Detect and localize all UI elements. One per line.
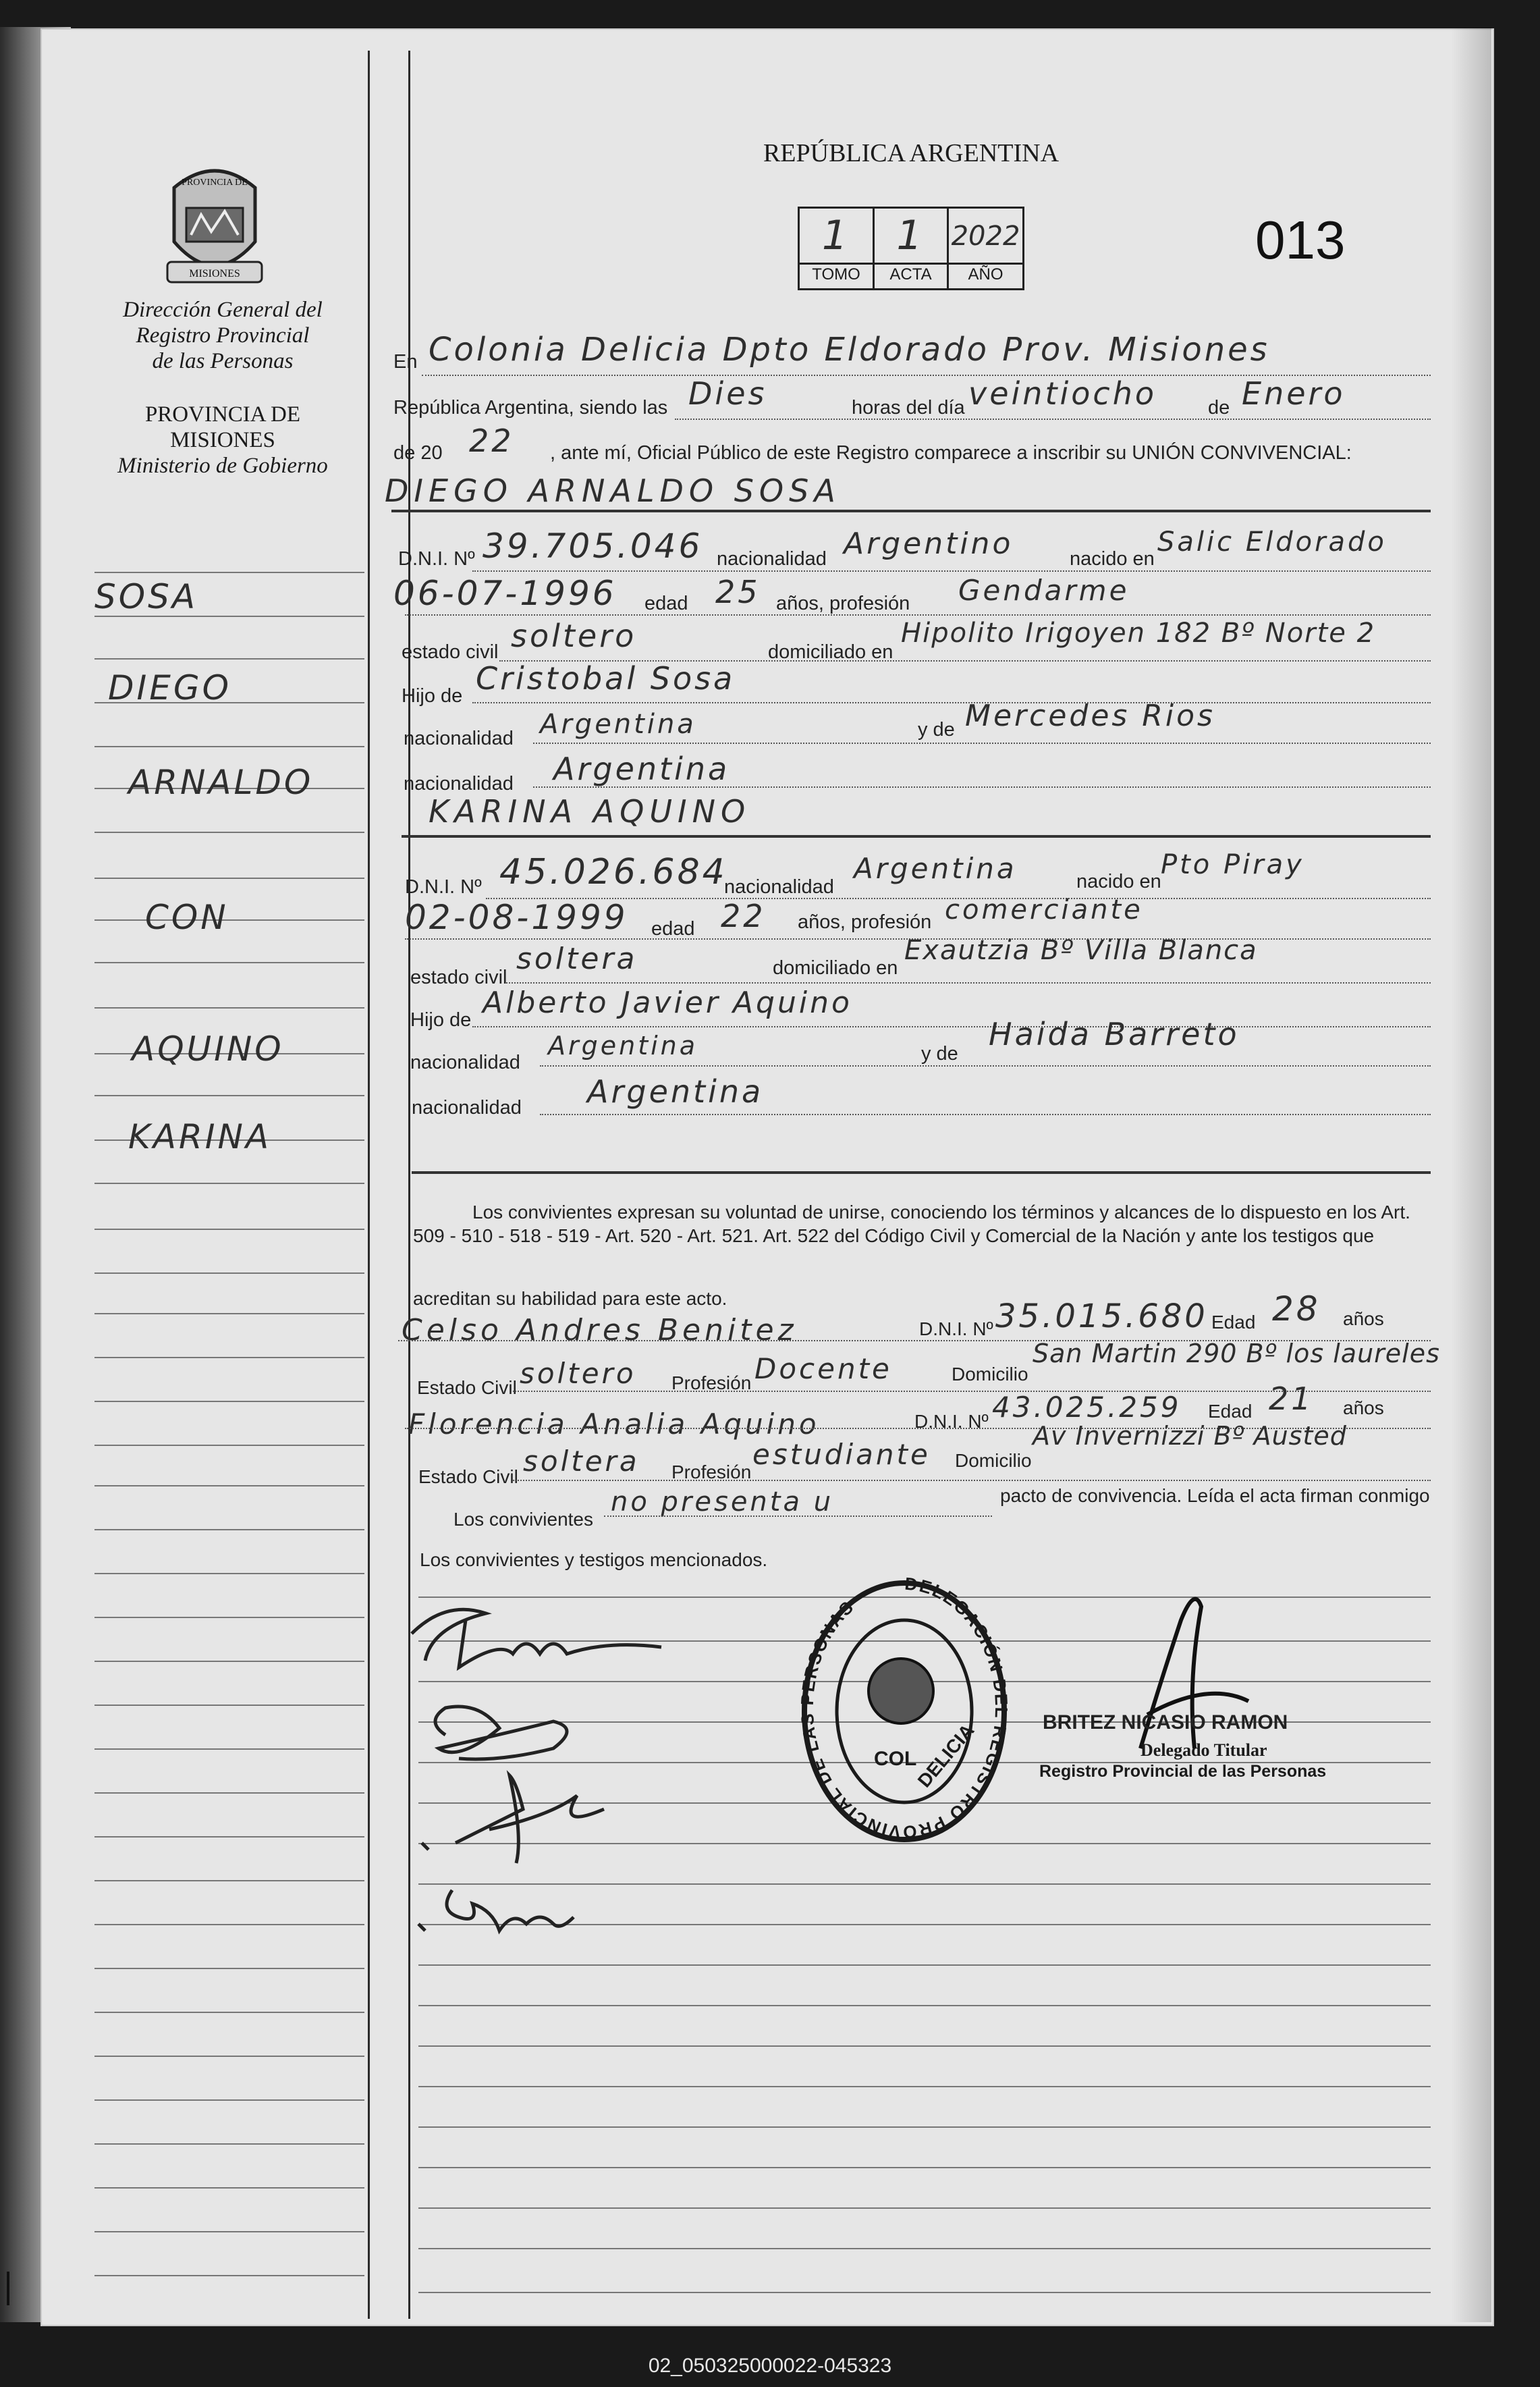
legal-line-1: Los convivientes expresan su voluntad de unirse, conociendo los términos y alcances de lo dispuesto en los Art. [472, 1202, 1410, 1223]
w1-age-label: Edad [1211, 1312, 1256, 1333]
signature-3 [415, 1769, 624, 1870]
p1-address: Hipolito Irigoyen 182 Bº Norte 2 [901, 618, 1376, 649]
p2-prof-label: años, profesión [798, 911, 932, 933]
day-value: veintiocho [968, 375, 1157, 412]
p1-father-label: Hijo de [402, 685, 463, 707]
ruled-line [94, 1183, 364, 1184]
pacto-value: no presenta u [611, 1486, 834, 1518]
intro-text: , ante mí, Oficial Público de este Registro comparece a inscribir su UNIÓN CONVIVENCIAL: [550, 442, 1352, 464]
acta-label: ACTA [889, 265, 932, 284]
ruled-line [94, 1836, 364, 1838]
closing-prefix: Los convivientes [453, 1509, 594, 1530]
legal-line-2: 509 - 510 - 518 - 519 - Art. 520 - Art. 521. Art. 522 del Código Civil y Comercial de la Nación y ante los testigos que [413, 1225, 1375, 1246]
month-value: Enero [1242, 375, 1346, 412]
sidebar-entry: SOSA [94, 577, 198, 616]
w1-civil-label: Estado Civil [417, 1377, 517, 1398]
p1-father-nat-label: nacionalidad [404, 728, 514, 749]
p1-nat-label: nacionalidad [717, 548, 827, 570]
p2-mother-label: y de [921, 1043, 958, 1065]
p1-mother-nationality: Argentina [553, 751, 730, 787]
ruled-line [94, 962, 364, 963]
ruled-line [94, 1313, 364, 1314]
p2-age: 22 [721, 898, 766, 934]
ruled-line [418, 2126, 1431, 2128]
record-id-box [798, 207, 1024, 290]
ruled-line [94, 2187, 364, 2189]
w2-name: Florencia Analia Aquino [408, 1407, 820, 1441]
ruled-line [94, 2012, 364, 2013]
scan-id-footer: 02_050325000022-045323 [648, 2355, 892, 2377]
p1-born-label: nacido en [1070, 548, 1155, 570]
p2-father-label: Hijo de [410, 1009, 472, 1031]
ruled-line [94, 832, 364, 833]
institution-line-1: Dirección General del [123, 298, 323, 322]
ruled-line [94, 572, 364, 573]
p1-mother-nat-label: nacionalidad [404, 773, 514, 795]
p1-nationality: Argentino [844, 527, 1014, 561]
w1-profession: Docente [754, 1352, 892, 1385]
anio-value: 2022 [951, 221, 1020, 252]
ruled-line [94, 2275, 364, 2276]
signature-2 [418, 1694, 594, 1769]
w2-dni-label: D.N.I. Nº [914, 1411, 989, 1432]
w1-civil-state: soltero [520, 1357, 636, 1390]
officer-signature [1120, 1580, 1255, 1762]
officer-org: Registro Provincial de las Personas [1039, 1762, 1327, 1781]
w2-profession: estudiante [752, 1438, 931, 1471]
w2-civil-label: Estado Civil [418, 1466, 518, 1487]
closing-suffix: pacto de convivencia. Leída el acta firman conmigo [1000, 1485, 1430, 1506]
horas-label: horas del día [852, 397, 965, 419]
w1-age: 28 [1272, 1289, 1321, 1329]
w1-prof-label: Profesión [671, 1372, 752, 1393]
acta-value: 1 [896, 212, 925, 259]
p2-born-in: Pto Piray [1161, 849, 1304, 880]
ruled-line [94, 746, 364, 747]
tomo-label: TOMO [812, 265, 860, 284]
closing-line-2: Los convivientes y testigos mencionados. [420, 1549, 768, 1570]
ruled-line [94, 878, 364, 879]
ministry-label: Ministerio de Gobierno [117, 454, 328, 478]
p1-civil-label: estado civil [402, 641, 499, 663]
p1-age-label: edad [644, 593, 688, 614]
ruled-line [94, 1229, 364, 1230]
person2-name: KARINA AQUINO [429, 793, 751, 830]
ruled-line [418, 1964, 1431, 1966]
ruled-line [94, 1445, 364, 1446]
p1-dni: 39.705.046 [483, 527, 703, 566]
page-title: REPÚBLICA ARGENTINA [763, 139, 1060, 167]
p2-profession: comerciante [945, 894, 1143, 926]
ruled-line [94, 1007, 364, 1009]
w2-address-label: Domicilio [955, 1450, 1032, 1471]
p1-dni-label: D.N.I. Nº [398, 548, 475, 570]
institution-line-2: Registro Provincial [136, 323, 310, 348]
w2-dni: 43.025.259 [992, 1391, 1182, 1424]
institution-name [94, 297, 351, 374]
p1-age: 25 [715, 574, 761, 610]
anio-label: AÑO [968, 265, 1003, 284]
p2-mother-nationality: Argentina [587, 1073, 764, 1110]
ruled-line [94, 1272, 364, 1274]
w1-address: San Martin 290 Bº los laureles [1033, 1339, 1440, 1368]
p1-birth-date: 06-07-1996 [393, 574, 617, 613]
p1-father: Cristobal Sosa [476, 660, 736, 697]
p2-civil-label: estado civil [410, 967, 507, 988]
ruled-line [94, 1095, 364, 1096]
p2-father-nat-label: nacionalidad [410, 1052, 520, 1073]
w2-age-label: Edad [1208, 1401, 1253, 1422]
sidebar-entry: DIEGO [108, 668, 231, 707]
ruled-line [94, 2056, 364, 2057]
w1-dni-label: D.N.I. Nº [919, 1318, 993, 1339]
ruled-line [94, 658, 364, 660]
stamp-center-right: DELICIA [913, 1719, 979, 1792]
ruled-line [94, 2143, 364, 2145]
year-value: 22 [469, 423, 514, 459]
p2-nat-label: nacionalidad [724, 876, 834, 898]
w1-anios-label: años [1343, 1308, 1384, 1329]
ruled-line [94, 1357, 364, 1358]
de-label: de [1208, 397, 1230, 419]
ruled-line [418, 2086, 1431, 2087]
ruled-line [94, 1880, 364, 1881]
p2-birth-date: 02-08-1999 [405, 898, 628, 937]
ruled-line [418, 2045, 1431, 2047]
legal-line-3: acreditan su habilidad para este acto. [413, 1288, 727, 1309]
sidebar-entry: ARNALDO [128, 763, 314, 802]
signature-1 [405, 1593, 675, 1674]
w2-address: Av Invernizzi Bº Austed [1033, 1421, 1347, 1451]
seal-text-top: PROVINCIA DE [182, 178, 248, 188]
ruled-line [94, 1617, 364, 1618]
p2-address-label: domiciliado en [773, 957, 898, 979]
p2-address: Exautzia Bº Villa Blanca [904, 935, 1258, 966]
coat-of-arms-icon [161, 161, 269, 289]
p2-age-label: edad [651, 918, 695, 940]
ruled-line [418, 2207, 1431, 2209]
ruled-line [94, 1705, 364, 1706]
stamp-center-left: COL [874, 1748, 917, 1770]
p1-prof-label: años, profesión [776, 593, 910, 614]
p1-mother: Mercedes Rios [965, 699, 1215, 733]
sidebar-entry: AQUINO [132, 1029, 284, 1069]
ruled-line [94, 1529, 364, 1530]
p2-nationality: Argentina [854, 852, 1017, 885]
ruled-line [94, 1661, 364, 1662]
column-divider-right [408, 51, 410, 2319]
officer-name: BRITEZ NICASIO RAMON [1043, 1711, 1288, 1734]
sidebar-entry: CON [145, 898, 229, 937]
p1-profession: Gendarme [958, 574, 1130, 607]
tomo-value: 1 [821, 212, 851, 259]
p2-mother: Haida Barreto [989, 1016, 1240, 1052]
ruled-line [94, 1748, 364, 1750]
sidebar-entry: KARINA [128, 1117, 272, 1156]
p2-dni-label: D.N.I. Nº [405, 876, 482, 898]
w2-prof-label: Profesión [671, 1461, 752, 1482]
ruled-line [418, 2248, 1431, 2249]
w2-civil-state: soltera [523, 1445, 640, 1478]
officer-role: Delegado Titular [1140, 1740, 1267, 1760]
province-block [94, 402, 351, 479]
w2-age: 21 [1269, 1380, 1314, 1417]
ruled-line [94, 1485, 364, 1486]
p1-civil-state: soltero [511, 618, 637, 654]
w2-anios-label: años [1343, 1397, 1384, 1418]
rep-label: República Argentina, siendo las [393, 397, 668, 419]
person1-name: DIEGO ARNALDO SOSA [385, 473, 841, 509]
ruled-line [94, 1924, 364, 1925]
p1-mother-label: y de [918, 719, 955, 741]
de20-label: de 20 [393, 442, 443, 464]
ruled-line [418, 2167, 1431, 2168]
record-number: 013 [1255, 210, 1346, 270]
en-label: En [393, 351, 418, 373]
p1-father-nationality: Argentina [540, 709, 696, 740]
p2-father: Alberto Javier Aquino [483, 986, 852, 1020]
province-line-1: PROVINCIA DE [144, 402, 301, 427]
p2-dni: 45.026.684 [499, 852, 727, 892]
ruled-line [94, 2231, 364, 2232]
p2-father-nationality: Argentina [548, 1031, 698, 1061]
place-value: Colonia Delicia Dpto Eldorado Prov. Misiones [429, 331, 1270, 369]
stamp-ring-text: DELEGACIÓN DEL REGISTRO PROVINCIAL DE LAS PERSONAS [796, 1573, 1012, 1843]
province-line-2: MISIONES [170, 428, 275, 452]
ruled-line [418, 2292, 1431, 2293]
p1-address-label: domiciliado en [768, 641, 893, 663]
p2-mother-nat-label: nacionalidad [412, 1097, 522, 1119]
institution-line-3: de las Personas [152, 349, 294, 373]
ruled-line [418, 2005, 1431, 2006]
ruled-line [94, 2099, 364, 2101]
w1-name: Celso Andres Benitez [402, 1313, 798, 1347]
ruled-line [94, 1401, 364, 1402]
w1-dni: 35.015.680 [995, 1297, 1208, 1335]
p2-civil-state: soltera [516, 942, 638, 976]
p1-born-in: Salic Eldorado [1157, 527, 1387, 558]
w1-address-label: Domicilio [952, 1364, 1028, 1385]
ruled-line [94, 919, 364, 921]
seal-text-bottom: MISIONES [189, 268, 240, 279]
signature-4 [412, 1870, 587, 1951]
edge-mark [7, 2272, 9, 2305]
official-stamp-icon [796, 1573, 1012, 1850]
ruled-line [94, 1968, 364, 1969]
p2-born-label: nacido en [1076, 871, 1161, 892]
ruled-line [94, 1573, 364, 1574]
hour-value: Dies [688, 375, 767, 412]
ruled-line [94, 1792, 364, 1794]
page-shadow [1451, 27, 1491, 2322]
column-divider-left [368, 51, 370, 2319]
